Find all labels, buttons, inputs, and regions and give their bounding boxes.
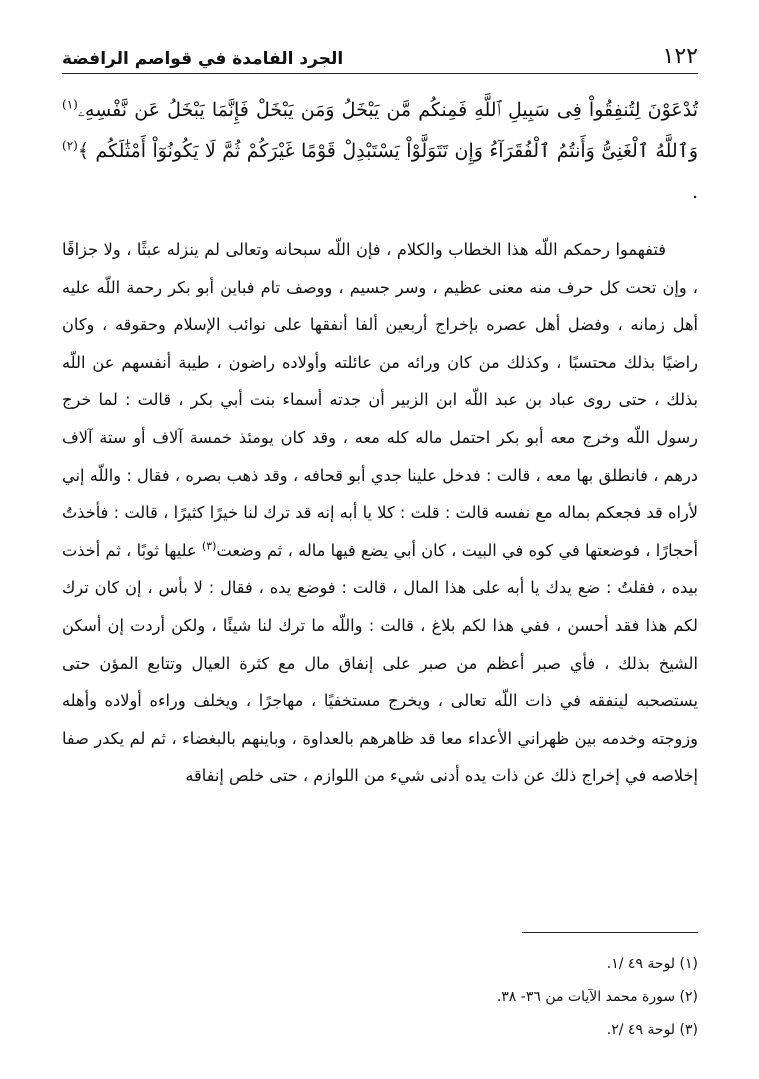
footnote-3: (٣) لوحة ٤٩ /٢. — [606, 1022, 698, 1038]
footnote-rule — [522, 932, 698, 933]
footnote-1: (١) لوحة ٤٩ /١. — [606, 956, 698, 972]
footnotes — [62, 948, 698, 1047]
header-rule — [62, 73, 698, 74]
quran-verse-end: . — [691, 181, 698, 203]
footnote-ref-1: (١) — [62, 97, 78, 112]
footnote-ref-2: (٢) — [62, 138, 78, 153]
body-paragraph — [62, 231, 698, 795]
footnote-ref-3: (٣) — [201, 539, 217, 553]
page-number: ١٢٢ — [662, 44, 698, 69]
quran-verse-part-2: وَٱللَّهُ ٱلْغَنِىُّ وَأَنتُمُ ٱلْفُقَرَآءُ وَإِن تَتَوَلَّوْاْ يَسْتَبْدِلْ قَوْمًا غَيْرَكُمْ ثُمَّ لَا يَكُونُوٓاْ أَمْثَٰلَكُم ﴾ — [77, 140, 698, 162]
document-page — [62, 28, 698, 1058]
footnote-2: (٢) سورة محمد الآيات من ٣٦- ٣٨. — [496, 989, 698, 1005]
quran-verse-part-1: تُدْعَوْنَ لِتُنفِقُواْ فِى سَبِيلِ ٱللَّهِ فَمِنكُم مَّن يَبْخَلُ وَمَن يَبْخَلْ فَإِنَّمَا يَبْخَلُ عَن نَّفْسِهِۦ — [77, 99, 698, 121]
body-text-part-2: عليها ثوبًا ، ثم أخذت بيده ، فقلتُ : ضع يدك يا أبه على هذا المال ، قالت : فوضع يده ، فقال : لا بأس ، إن كان ترك لكم هذا فقد أحسن ، ففي هذا لكم بلاغ ، قالت : واللّه ما ترك لنا شيئًا ، ولكن أردت إن أسكن الشيخ بذلك ، فأي صبر أعظم من صبر على إنفاق مال مع كثرة العيال وتتابع المؤن حتى يستصحبه لينفقه في ذات اللّه تعالى ، ويخرج مستخفيًا ، مهاجرًا ، ويخلف وراءه أولاده وأهله وزوجته وخدمه بين ظهراني الأعداء معا قد ظاهرهم بالعداوة ، وباينهم بالبغضاء ، ثم لم يكدر صفا إخلاصه في إخراج ذلك عن ذات يده أدنى شيء من اللوازم ، حتى خلص إنفاقه — [62, 540, 698, 786]
book-title: الجرد الفامدة في قواصم الرافضة — [62, 49, 344, 69]
quran-verse — [62, 90, 698, 213]
body-text-part-1: فتفهموا رحمكم اللّه هذا الخطاب والكلام ، فإن اللّه سبحانه وتعالى لم ينزله عبثًا ، ولا جزافًا ، وإن تحت كل حرف منه معنى عظيم ، وسر جسيم ، ووصف تام فباين أبو بكر رحمة اللّه عليه أهل زمانه ، وفضل أهل عصره بإخراج أربعين ألفا أنفقها على نوائب الإسلام وحقوقه ، وكان راضيًا بذلك محتسبًا ، وكذلك من كان ورائه من عائلته وأولاده راضون ، طيبة أنفسهم عن اللّه بذلك ، حتى روى عباد بن عبد اللّه ابن الزبير أن جدته أسماء بنت أبي بكر ، قالت : لما خرج رسول اللّه وخرج معه أبو بكر احتمل ماله كله معه ، وقد كان يومئذ خمسة آلاف أو ستة آلاف درهم ، فانطلق بها معه ، قالت : فدخل علينا جدي أبو قحافه ، وقد ذهب بصره ، فقال : واللّه إني لأراه قد فجعكم بماله مع نفسه قالت : قلت : كلا يا أبه إنه قد ترك لنا خيرًا كثيرًا ، قالت : فأخذتُ أحجارًا ، فوضعتها في كوه في البيت ، كان أبي يضع فيها ماله ، ثم وضعت — [62, 240, 698, 560]
running-header — [62, 28, 698, 74]
